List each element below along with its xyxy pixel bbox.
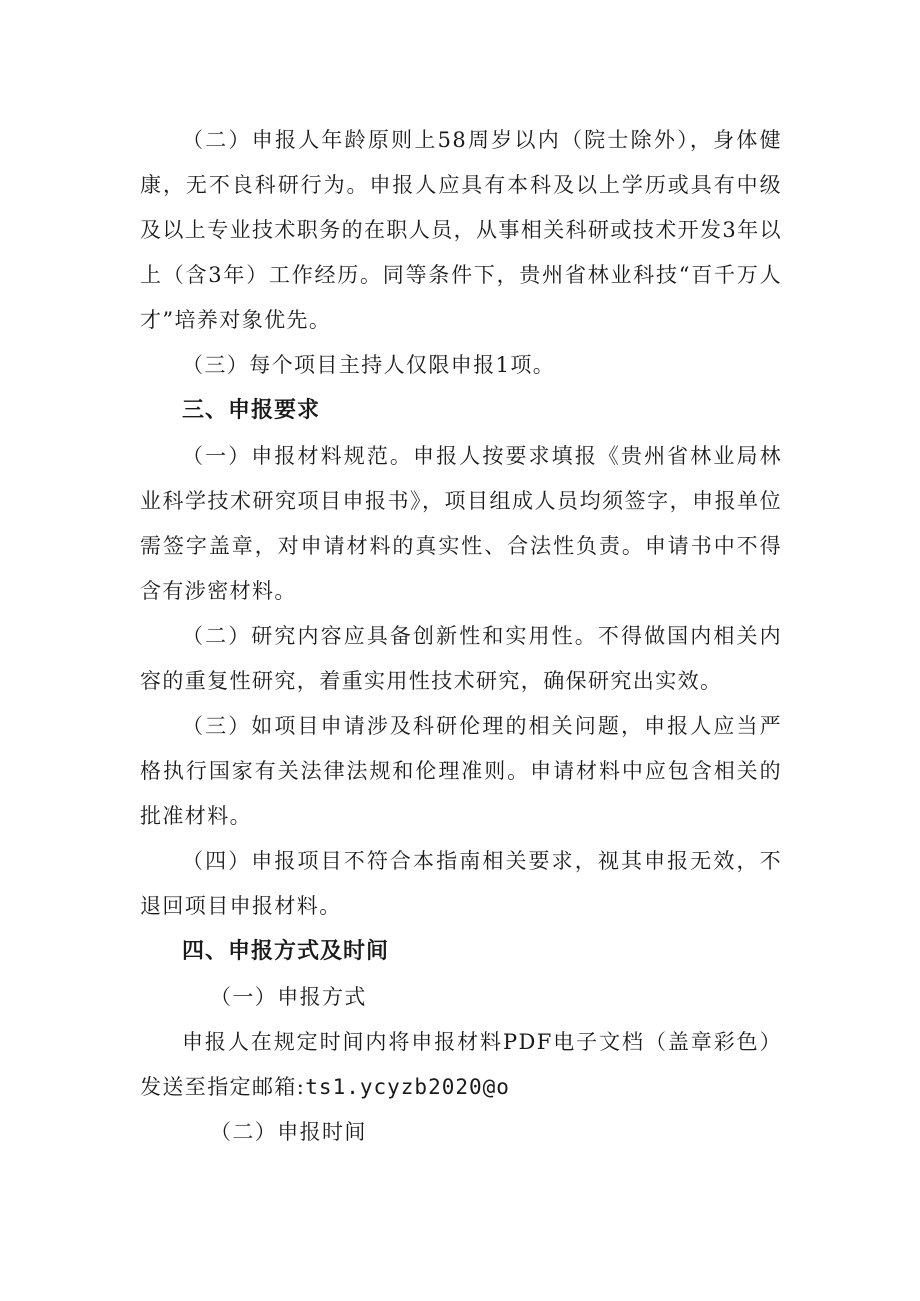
paragraph-research-content: （二）研究内容应具备创新性和实用性。不得做国内相关内容的重复性研究，着重实用性技术研究，确保研究出实效。: [140, 624, 782, 693]
paragraph-research-ethics: （三）如项目申请涉及科研伦理的相关问题，申报人应当严格执行国家有关法律法规和伦理准则。申请材料中应包含相关的批准材料。: [140, 714, 782, 828]
paragraph-material-standards: （一）申报材料规范。申报人按要求填报《贵州省林业局林业科学技术研究项目申报书》，项目组成人员均须签字，申报单位需签字盖章，对申请材料的真实性、合法性负责。申请书中不得含有涉密材料。: [140, 444, 782, 603]
document-body: [140, 118, 782, 1155]
email-address: ts1.ycyzb2020@o: [305, 1075, 510, 1099]
submission-instructions: 申报人在规定时间内将申报材料PDF电子文档（盖章彩色）发送至指定邮箱:: [140, 1030, 782, 1099]
paragraph-age-requirement: （二）申报人年龄原则上58周岁以内（院士除外），身体健康，无不良科研行为。申报人应具有本科及以上学历或具有中级及以上专业技术职务的在职人员，从事相关科研或技术开发3年以上（含3年）工作经历。同等条件下，贵州省林业科技“百千万人才”培养对象优先。: [140, 128, 782, 332]
subheading-application-method: （一）申报方式: [210, 985, 367, 1009]
paragraph-project-limit: （三）每个项目主持人仅限申报1项。: [182, 353, 556, 377]
paragraph-submission-email: [140, 1020, 782, 1110]
subheading-application-time: （二）申报时间: [210, 1120, 367, 1144]
section-heading-method-and-time: 四、申报方式及时间: [182, 939, 390, 964]
paragraph-invalid-application: （四）申报项目不符合本指南相关要求，视其申报无效，不退回项目申报材料。: [140, 849, 782, 918]
section-heading-requirements: 三、申报要求: [182, 398, 321, 423]
